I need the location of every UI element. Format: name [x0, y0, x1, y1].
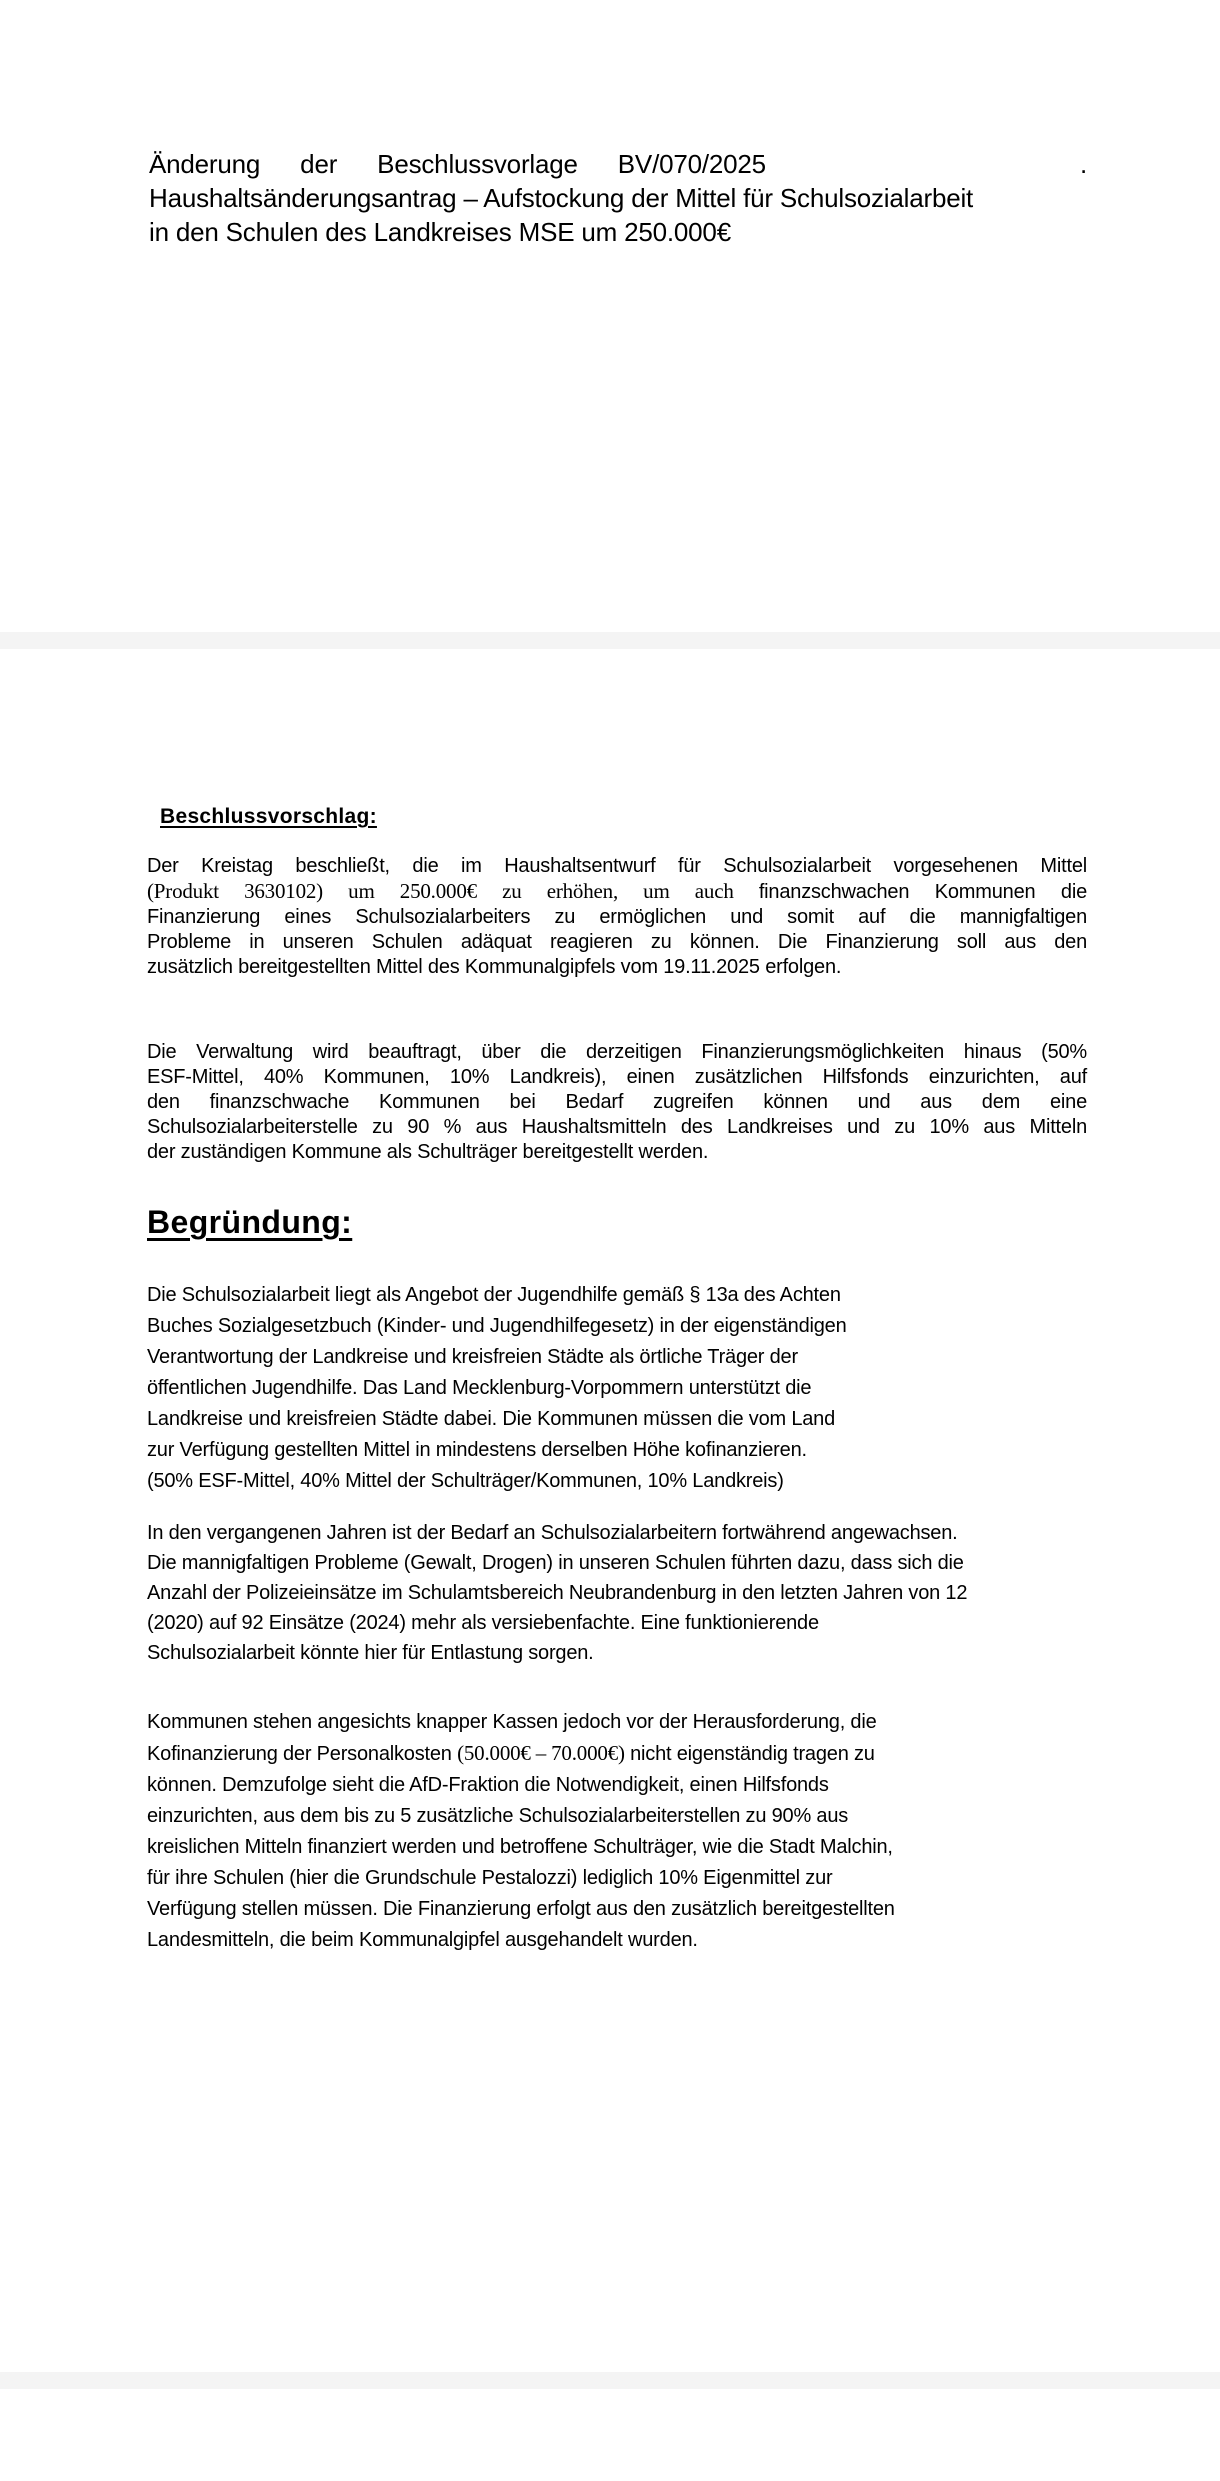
text-line: Verfügung stellen müssen. Die Finanzierung erfolgt aus den zusätzlich bereitgestellten: [147, 1898, 895, 1920]
text-line: zur Verfügung gestellten Mittel in mindestens derselben Höhe kofinanzieren.: [147, 1439, 807, 1461]
title-line-1-text: Änderung der Beschlussvorlage BV/070/2025: [149, 149, 766, 179]
paragraph-justification-1: [147, 1280, 1087, 1497]
title-line-1-trailing-period: .: [1079, 149, 1087, 179]
document-title: [149, 147, 1087, 249]
text-line: Die Schulsozialarbeit liegt als Angebot der Jugendhilfe gemäß § 13a des Achten: [147, 1284, 841, 1306]
text-line: Anzahl der Polizeieinsätze im Schulamtsbereich Neubrandenburg in den letzten Jahren von 12: [147, 1582, 968, 1604]
document-page-2: [0, 649, 1220, 2372]
paragraph-resolution-2: [147, 1040, 1087, 1165]
text-line: für ihre Schulen (hier die Grundschule Pestalozzi) lediglich 10% Eigenmittel zur: [147, 1867, 833, 1889]
text-line: Landesmitteln, die beim Kommunalgipfel ausgehandelt wurden.: [147, 1929, 698, 1951]
title-line-2: Haushaltsänderungsantrag – Aufstockung der Mittel für Schulsozialarbeit: [149, 183, 974, 213]
text-line: Kommunen stehen angesichts knapper Kassen jedoch vor der Herausforderung, die: [147, 1711, 877, 1733]
text-line: Verantwortung der Landkreise und kreisfreien Städte als örtliche Träger der: [147, 1346, 798, 1368]
text-line: Probleme in unseren Schulen adäquat reagieren zu können. Die Finanzierung soll aus den: [147, 931, 1087, 953]
paragraph-justification-3: [147, 1707, 1087, 1956]
text-line: (2020) auf 92 Einsätze (2024) mehr als versiebenfachte. Eine funktionierende: [147, 1612, 819, 1634]
text-line: (50% ESF-Mittel, 40% Mittel der Schulträger/Kommunen, 10% Landkreis): [147, 1470, 784, 1492]
document-page-1: [0, 0, 1220, 632]
text-line: öffentlichen Jugendhilfe. Das Land Mecklenburg-Vorpommern unterstützt die: [147, 1377, 812, 1399]
text-line: Der Kreistag beschließt, die im Haushaltsentwurf für Schulsozialarbeit vorgesehenen Mittel: [147, 855, 1087, 877]
document-page-3: [0, 2389, 1220, 2481]
text-line: Landkreise und kreisfreien Städte dabei. Die Kommunen müssen die vom Land: [147, 1408, 836, 1430]
text-line: kreislichen Mitteln finanziert werden und betroffene Schulträger, wie die Stadt Malchin,: [147, 1836, 893, 1858]
text-line: (Produkt 3630102) um 250.000€ zu erhöhen, um auch finanzschwachen Kommunen die: [147, 879, 1087, 903]
text-line: Schulsozialarbeiterstelle zu 90 % aus Haushaltsmitteln des Landkreises und zu 10% aus Mitteln: [147, 1116, 1087, 1138]
text-line: einzurichten, aus dem bis zu 5 zusätzliche Schulsozialarbeiterstellen zu 90% aus: [147, 1805, 849, 1827]
text-line: Buches Sozialgesetzbuch (Kinder- und Jugendhilfegesetz) in der eigenständigen: [147, 1315, 847, 1337]
title-line-1: [149, 147, 1087, 181]
text-line: Die mannigfaltigen Probleme (Gewalt, Drogen) in unseren Schulen führten dazu, dass sich die: [147, 1552, 964, 1574]
text-line: der zuständigen Kommune als Schulträger bereitgestellt werden.: [147, 1141, 709, 1163]
paragraph-resolution-1: [147, 854, 1087, 980]
heading-beschlussvorschlag: Beschlussvorschlag:: [160, 805, 377, 828]
text-line: zusätzlich bereitgestellten Mittel des Kommunalgipfels vom 19.11.2025 erfolgen.: [147, 956, 842, 978]
page-separator-1: [0, 632, 1220, 649]
text-line: Schulsozialarbeit könnte hier für Entlastung sorgen.: [147, 1642, 594, 1664]
heading-begruendung: Begründung:: [147, 1204, 353, 1240]
text-line: In den vergangenen Jahren ist der Bedarf an Schulsozialarbeitern fortwährend angewachsen.: [147, 1522, 958, 1544]
text-line: ESF-Mittel, 40% Kommunen, 10% Landkreis), einen zusätzlichen Hilfsfonds einzurichten, auf: [147, 1066, 1087, 1088]
text-line: können. Demzufolge sieht die AfD-Fraktion die Notwendigkeit, einen Hilfsfonds: [147, 1774, 829, 1796]
text-line: den finanzschwache Kommunen bei Bedarf zugreifen können und aus dem eine: [147, 1091, 1087, 1113]
text-line: Finanzierung eines Schulsozialarbeiters zu ermöglichen und somit auf die mannigfaltigen: [147, 906, 1087, 928]
text-line: Kofinanzierung der Personalkosten (50.000€ – 70.000€) nicht eigenständig tragen zu: [147, 1741, 875, 1765]
paragraph-justification-2: [147, 1518, 1087, 1668]
page-separator-2: [0, 2372, 1220, 2389]
text-line: Die Verwaltung wird beauftragt, über die derzeitigen Finanzierungsmöglichkeiten hinaus (50%: [147, 1041, 1087, 1063]
title-line-3: in den Schulen des Landkreises MSE um 250.000€: [149, 217, 731, 247]
